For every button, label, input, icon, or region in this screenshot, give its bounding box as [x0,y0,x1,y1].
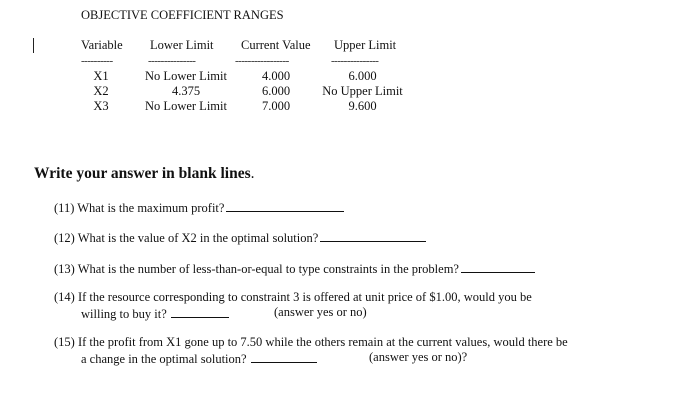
section-title: OBJECTIVE COEFFICIENT RANGES [81,8,284,22]
answer-blank-11[interactable] [226,199,344,212]
text-cursor [33,38,34,53]
question-15-line-1: (15) If the profit from X1 gone up to 7.50 while the others remain at the current values, would there be [54,335,568,349]
table-cell-variable: X2 [93,84,109,98]
question-14-text: willing to buy it? [81,307,167,321]
table-cell-upper: 9.600 [348,99,377,113]
table-cell-lower: No Lower Limit [145,69,227,83]
header-variable: Variable [81,38,123,52]
table-cell-variable: X1 [93,69,109,83]
separator-upper-limit: --------------- [331,55,379,67]
instructions-heading: Write your answer in blank lines. [34,165,255,182]
table-cell-current: 7.000 [261,99,291,113]
header-lower-limit: Lower Limit [150,38,214,52]
question-15-text: a change in the optimal solution? [81,352,247,366]
question-15-line-2 [81,350,317,367]
question-14-line-2 [81,305,229,322]
question-14-line-1: (14) If the resource corresponding to constraint 3 is offered at unit price of $1.00, would you be [54,290,532,304]
table-cell-current: 6.000 [261,84,291,98]
question-11-text: (11) What is the maximum profit? [54,201,225,215]
header-current-value: Current Value [241,38,311,52]
table-cell-current: 4.000 [261,69,291,83]
separator-current-value: ----------------- [235,55,289,67]
separator-lower-limit: --------------- [148,55,196,67]
question-11 [54,199,344,216]
answer-blank-15[interactable] [251,350,317,363]
table-cell-upper: No Upper Limit [322,84,403,98]
question-13-text: (13) What is the number of less-than-or-equal to type constraints in the problem? [54,262,459,276]
answer-blank-13[interactable] [461,260,535,273]
separator-variable: ---------- [81,55,113,67]
table-cell-lower: 4.375 [171,84,201,98]
answer-blank-12[interactable] [320,229,426,242]
table-cell-variable: X3 [93,99,109,113]
table-cell-upper: 6.000 [348,69,377,83]
answer-blank-14[interactable] [171,305,229,318]
table-cell-lower: No Lower Limit [145,99,227,113]
question-13 [54,260,535,277]
question-12 [54,229,426,246]
question-15-hint: (answer yes or no)? [369,350,468,364]
question-12-text: (12) What is the value of X2 in the optimal solution? [54,231,319,245]
question-14-hint: (answer yes or no) [274,305,367,319]
header-upper-limit: Upper Limit [334,38,397,52]
